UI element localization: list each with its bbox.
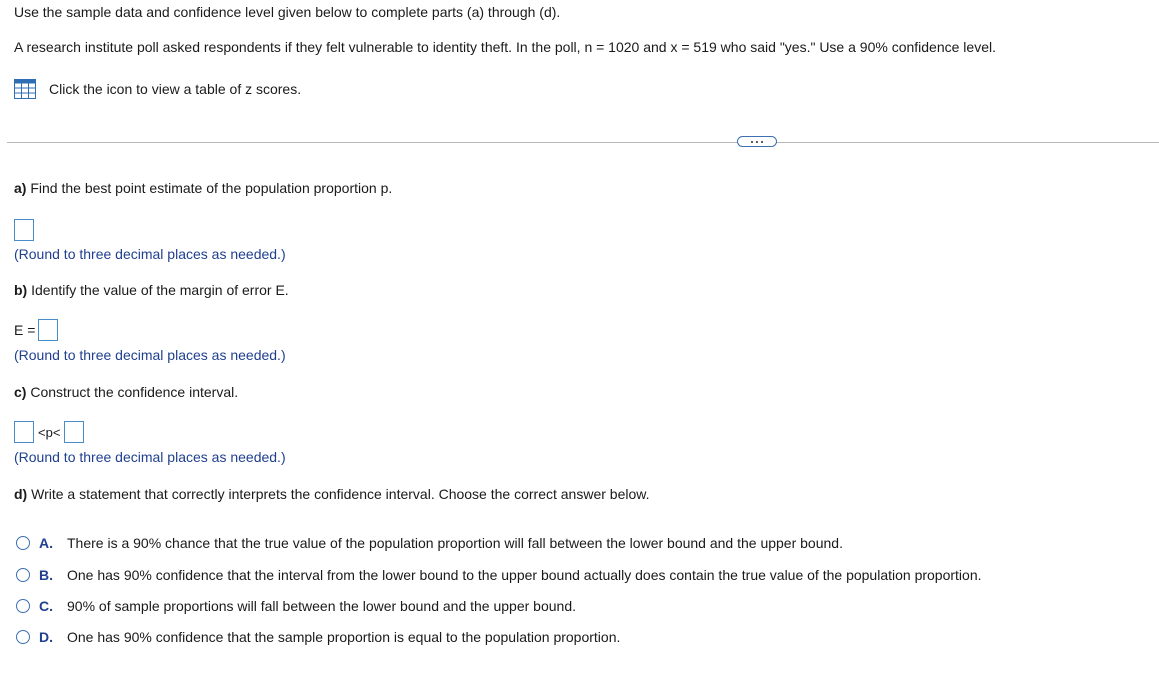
option-a[interactable] [16, 535, 843, 551]
lower-bound-input[interactable] [14, 421, 34, 443]
ztable-link[interactable] [14, 79, 301, 99]
option-b-text[interactable]: One has 90% confidence that the interval from the lower bound to the upper bound actually does contain the true value of the population proportion. [67, 567, 982, 583]
part-a-question [14, 180, 392, 196]
part-d-text: Write a statement that correctly interprets the confidence interval. Choose the correct answer below. [31, 486, 650, 502]
radio-d[interactable] [16, 630, 30, 644]
ellipsis-icon [751, 141, 753, 143]
part-b-label: b) [14, 282, 28, 298]
option-c[interactable] [16, 598, 576, 614]
ztable-link-label[interactable]: Click the icon to view a table of z scores. [49, 81, 302, 97]
point-estimate-input[interactable] [14, 219, 34, 241]
part-b-text: Identify the value of the margin of error E. [31, 282, 289, 298]
more-button[interactable] [737, 136, 777, 147]
part-b-question [14, 282, 289, 298]
part-c-label: c) [14, 384, 27, 400]
radio-b[interactable] [16, 568, 30, 582]
confidence-interval-row [14, 421, 84, 443]
part-a-text: Find the best point estimate of the population proportion p. [30, 180, 393, 196]
section-divider [7, 142, 1159, 143]
upper-bound-input[interactable] [64, 421, 84, 443]
table-icon[interactable] [14, 79, 36, 99]
part-a-label: a) [14, 180, 27, 196]
part-c-question [14, 384, 238, 400]
option-b[interactable] [16, 567, 982, 583]
interval-symbol: <p< [38, 424, 61, 440]
option-c-letter: C. [39, 598, 53, 614]
part-d-question [14, 486, 649, 502]
option-d-letter: D. [39, 629, 53, 645]
part-a-answer-row [14, 219, 34, 241]
margin-of-error-label: E = [14, 322, 36, 338]
option-d[interactable] [16, 629, 620, 645]
margin-of-error-input[interactable] [38, 319, 58, 341]
problem-statement: A research institute poll asked respondents if they felt vulnerable to identity theft. In the poll, n = 1020 and x = 519 who said "yes." Use a 90% confidence level. [14, 39, 996, 55]
option-b-letter: B. [39, 567, 53, 583]
option-c-text[interactable]: 90% of sample proportions will fall between the lower bound and the upper bound. [67, 598, 576, 614]
intro-text: Use the sample data and confidence level given below to complete parts (a) through (d). [14, 4, 561, 20]
option-a-text[interactable]: There is a 90% chance that the true value of the population proportion will fall between the lower bound and the upper bound. [67, 535, 843, 551]
part-b-hint: (Round to three decimal places as needed.) [14, 347, 286, 363]
radio-a[interactable] [16, 536, 30, 550]
option-a-letter: A. [39, 535, 53, 551]
radio-c[interactable] [16, 599, 30, 613]
margin-of-error-row [14, 319, 58, 341]
part-d-label: d) [14, 486, 28, 502]
option-d-text[interactable]: One has 90% confidence that the sample proportion is equal to the population proportion. [67, 629, 621, 645]
part-a-hint: (Round to three decimal places as needed.) [14, 246, 286, 262]
part-c-hint: (Round to three decimal places as needed.) [14, 449, 286, 465]
part-c-text: Construct the confidence interval. [30, 384, 239, 400]
